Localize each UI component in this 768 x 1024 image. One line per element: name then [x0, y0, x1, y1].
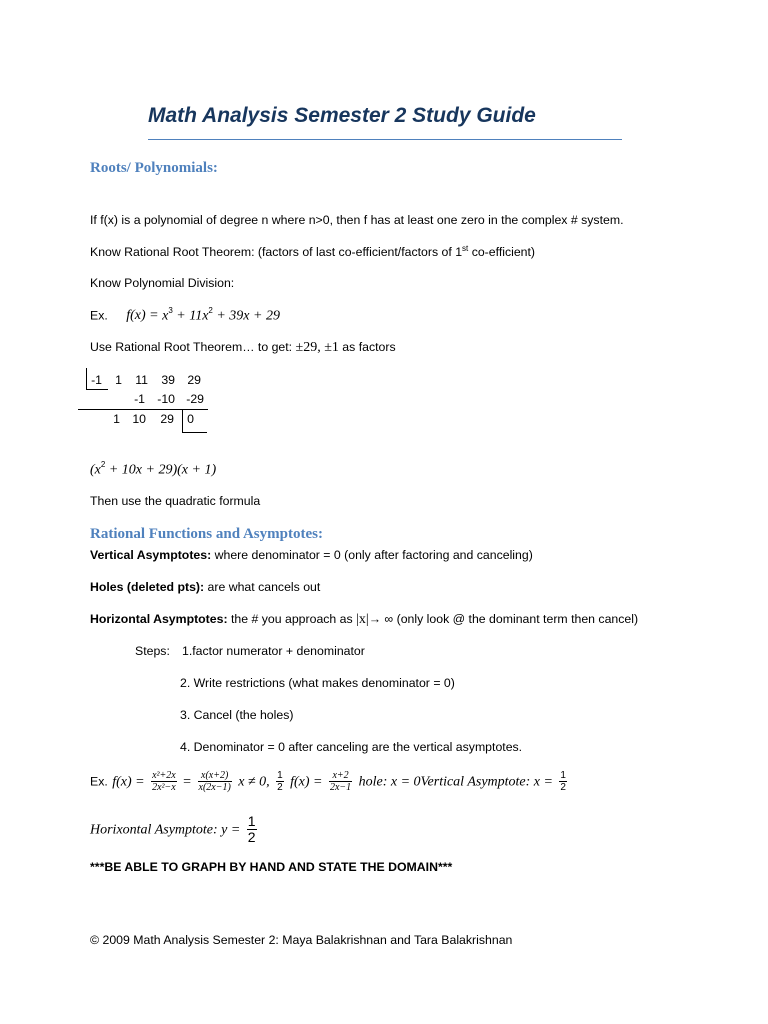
heading-roots: Roots/ Polynomials: — [90, 160, 218, 176]
roots-paragraph-5: Then use the quadratic formula — [90, 494, 261, 508]
rational-example: Ex. f(x) = $\frac{\text{x²+2x}}{\text{2x²−x}}$ = $\frac{x(x+2)}{x(2x-1)}$ x ≠ 0, $\frac{1}{2}$ f(x) = $\frac{x+2}{2x-1}$ hole: x = 0Vertical Asymptote: x = $\frac{1}{2}$ — [90, 770, 566, 793]
remainder-box-vertical — [182, 410, 183, 433]
arrow-icon: → — [368, 612, 381, 626]
steps-label: Steps: — [135, 644, 170, 658]
roots-paragraph-2: Know Rational Root Theorem: (factors of last co-efficient/factors of 1st co-efficient) — [90, 244, 536, 260]
division-cell: -1 — [134, 392, 145, 406]
step-item: 3. Cancel (the holes) — [180, 708, 294, 722]
division-sum-line — [78, 409, 208, 410]
division-cell: -1 — [91, 373, 102, 387]
division-cell: 29 — [187, 373, 201, 387]
holes-line: Holes (deleted pts): are what cancels out — [90, 580, 321, 594]
footer-copyright: © 2009 Math Analysis Semester 2: Maya Balakrishnan and Tara Balakrishnan — [90, 933, 513, 947]
step-item: 1.factor numerator + denominator — [182, 644, 365, 658]
step-item: 2. Write restrictions (what makes denominator = 0) — [180, 676, 455, 690]
division-cell: 1 — [113, 412, 120, 426]
division-remainder: 0 — [187, 412, 194, 426]
division-cell: -29 — [186, 392, 204, 406]
page-title: Math Analysis Semester 2 Study Guide — [148, 104, 536, 127]
horizontal-asymptote-example: Horixontal Asymptote: y = $\frac{1}{2}$ — [90, 813, 256, 845]
roots-paragraph-4: Use Rational Root Theorem… to get: ±29, ±1 as factors — [90, 340, 396, 355]
division-cell: 29 — [160, 412, 174, 426]
roots-paragraph-3: Know Polynomial Division: — [90, 276, 235, 290]
division-cell: 1 — [115, 373, 122, 387]
horizontal-asymptotes-line: Horizontal Asymptotes: the # you approach as |x|→ ∞ (only look @ the dominant term then cancel) — [90, 612, 639, 627]
division-bracket-horizontal — [86, 389, 108, 390]
factored-form: $(x^2 + 10x + 29)(x + 1)$ — [90, 460, 217, 478]
step-item: 4. Denominator = 0 after canceling are the vertical asymptotes. — [180, 740, 523, 754]
heading-rational: Rational Functions and Asymptotes: — [90, 526, 323, 542]
remainder-box-horizontal — [182, 432, 207, 433]
division-cell: 39 — [161, 373, 175, 387]
vertical-asymptotes-line: Vertical Asymptotes: where denominator = 0 (only after factoring and canceling) — [90, 548, 533, 562]
division-cell: 10 — [132, 412, 146, 426]
title-rule — [148, 139, 622, 140]
example-polynomial: Ex. $f(x) = x^3 + 11x^2 + 39x + 29$ — [90, 306, 280, 324]
division-cell: -10 — [157, 392, 175, 406]
roots-paragraph-1: If f(x) is a polynomial of degree n where n>0, then f has at least one zero in the complex # system. — [90, 213, 624, 227]
graph-note: ***BE ABLE TO GRAPH BY HAND AND STATE THE DOMAIN*** — [90, 860, 453, 874]
division-cell: 11 — [135, 373, 148, 387]
